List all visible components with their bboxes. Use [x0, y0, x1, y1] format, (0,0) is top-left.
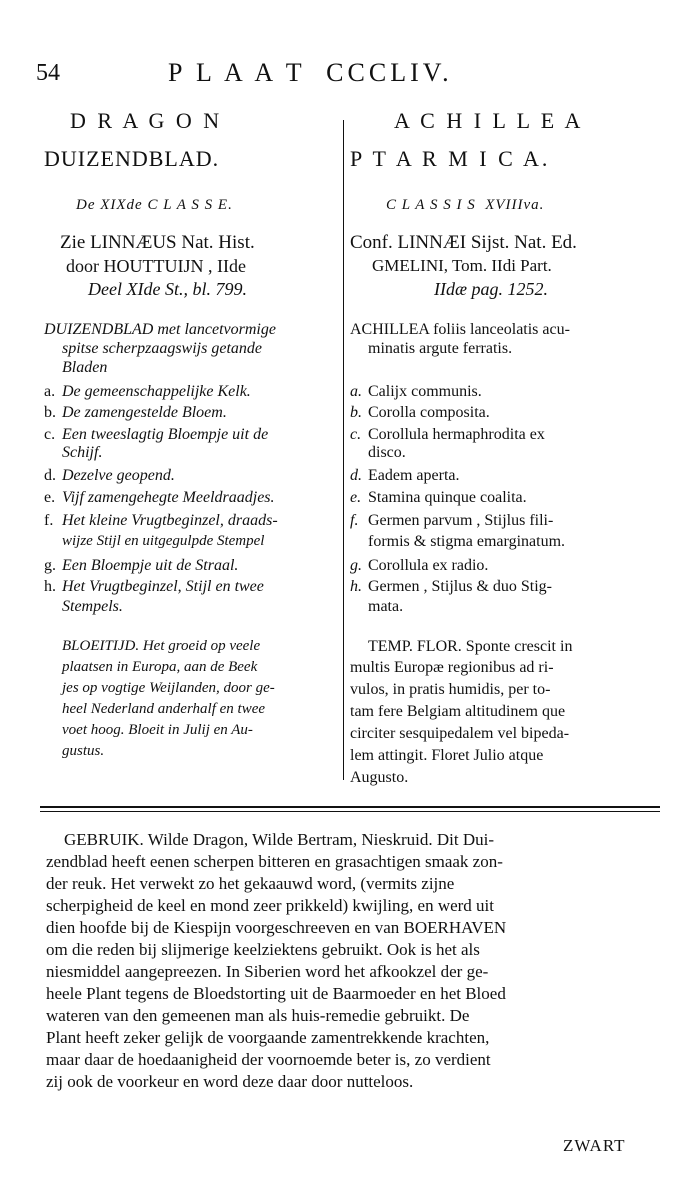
- left-description-line-3: Bladen: [62, 359, 108, 376]
- right-item-d: Eadem aperta.: [368, 467, 460, 484]
- bloeitijd-line-5: voet hoog. Bloeit in Julij en Au-: [62, 722, 253, 738]
- right-item-g: Corollula ex radio.: [368, 557, 489, 574]
- right-item-label-f: f.: [350, 512, 359, 529]
- right-item-a: Calijx communis.: [368, 383, 482, 400]
- left-item-f-line-2: wijze Stijl en uitgegulpde Stempel: [62, 533, 265, 549]
- right-ref-line-2: GMELINI, Tom. IIdi Part.: [372, 256, 552, 275]
- left-item-g: Een Bloempje uit de Straal.: [62, 557, 239, 574]
- left-item-c-line-1: Een tweeslagtig Bloempje uit de: [62, 426, 269, 443]
- right-title-species: P T A R M I C A.: [350, 146, 551, 171]
- left-item-label-g: g.: [44, 557, 56, 574]
- left-classe: De XIXde C L A S S E.: [76, 197, 233, 213]
- gebruik-line-9: wateren van den gemeenen man als huis-remedie gebruikt. De: [46, 1006, 470, 1025]
- left-ref-line-1: Zie LINNÆUS Nat. Hist.: [60, 232, 255, 253]
- right-title-genus: A C H I L L E A: [394, 108, 584, 133]
- left-item-label-d: d.: [44, 467, 56, 484]
- right-item-label-h: h.: [350, 578, 362, 595]
- left-item-d: Dezelve geopend.: [62, 467, 175, 484]
- gebruik-line-3: der reuk. Het verwekt zo het gekaauwd word, (vermits zijne: [46, 874, 455, 893]
- catchword: ZWART: [563, 1136, 626, 1155]
- right-classis: C L A S S I S XVIIIva.: [386, 197, 545, 213]
- gebruik-line-5: dien hoofde bij de Kiespijn voorgeschreeven en van BOERHAVEN: [46, 918, 507, 937]
- right-item-f-line-1: Germen parvum , Stijlus fili-: [368, 512, 554, 529]
- left-item-e: Vijf zamengehegte Meeldraadjes.: [62, 489, 275, 506]
- right-item-f-line-2: formis & stigma emarginatum.: [368, 533, 566, 550]
- left-ref-line-3: Deel XIde St., bl. 799.: [88, 279, 247, 299]
- temp-flor-line-7: Augusto.: [350, 769, 409, 786]
- right-item-c-line-2: disco.: [368, 444, 406, 461]
- plate-heading: P L A A T CCCLIV.: [168, 58, 453, 87]
- section-rule-bottom: [40, 811, 660, 812]
- gebruik-line-6: om die reden bij slijmerige keelziektens gebruikt. Ook is het als: [46, 940, 480, 959]
- temp-flor-line-4: tam fere Belgiam altitudinem que: [350, 703, 566, 720]
- temp-flor-line-6: lem attingit. Floret Julio atque: [350, 747, 544, 764]
- left-item-b: De zamengestelde Bloem.: [62, 404, 227, 421]
- right-description-line-1: ACHILLEA foliis lanceolatis acu-: [350, 321, 570, 338]
- left-item-c-line-2: Schijf.: [62, 444, 103, 461]
- bloeitijd-line-2: plaatsen in Europa, aan de Beek: [62, 659, 258, 675]
- right-item-b: Corolla composita.: [368, 404, 490, 421]
- right-item-label-e: e.: [350, 489, 362, 506]
- left-ref-line-2: door HOUTTUIJN , IIde: [66, 256, 246, 276]
- page-number: 54: [36, 60, 60, 86]
- right-ref-line-1: Conf. LINNÆI Sijst. Nat. Ed.: [350, 232, 577, 253]
- left-description-line-1: DUIZENDBLAD met lancetvormige: [44, 321, 276, 338]
- section-rule-top: [40, 806, 660, 808]
- right-item-c-line-1: Corollula hermaphrodita ex: [368, 426, 545, 443]
- gebruik-line-4: scherpigheid de keel en mond zeer prikkeld) kwijling, en werd uit: [46, 896, 494, 915]
- left-item-h-line-2: Stempels.: [62, 598, 123, 615]
- right-item-h-line-1: Germen , Stijlus & duo Stig-: [368, 578, 552, 595]
- gebruik-line-2: zendblad heeft eenen scherpen bitteren en grasachtigen smaak zon-: [46, 852, 503, 871]
- left-description-line-2: spitse scherpzaagswijs getande: [62, 340, 262, 357]
- left-item-label-a: a.: [44, 383, 56, 400]
- right-item-label-c: c.: [350, 426, 362, 443]
- right-item-label-b: b.: [350, 404, 362, 421]
- temp-flor-line-2: multis Europæ regionibus ad ri-: [350, 659, 554, 676]
- bloeitijd-line-4: heel Nederland anderhalf en twee: [62, 701, 266, 717]
- right-item-h-line-2: mata.: [368, 598, 404, 615]
- gebruik-line-8: heele Plant tegens de Bloedstorting uit de Baarmoeder en het Bloed: [46, 984, 506, 1003]
- bloeitijd-line-6: gustus.: [62, 743, 105, 759]
- left-item-f-line-1: Het kleine Vrugtbeginzel, draads-: [62, 512, 278, 529]
- left-item-h-line-1: Het Vrugtbeginzel, Stijl en twee: [62, 578, 264, 595]
- bloeitijd-line-3: jes op vogtige Weijlanden, door ge-: [62, 680, 275, 696]
- left-item-label-h: h.: [44, 578, 56, 595]
- gebruik-line-7: niesmiddel aangepreezen. In Siberien word het afkookzel der ge-: [46, 962, 489, 981]
- right-ref-line-3: IIdæ pag. 1252.: [434, 279, 548, 299]
- temp-flor-line-1: TEMP. FLOR. Sponte crescit in: [368, 638, 573, 655]
- right-description-line-2: minatis argute ferratis.: [368, 340, 513, 357]
- left-item-label-b: b.: [44, 404, 56, 421]
- temp-flor-line-3: vulos, in pratis humidis, per to-: [350, 681, 551, 698]
- right-item-label-a: a.: [350, 383, 362, 400]
- gebruik-line-1: GEBRUIK. Wilde Dragon, Wilde Bertram, Nieskruid. Dit Dui-: [64, 830, 495, 849]
- left-title-genus: D R A G O N: [70, 108, 223, 133]
- left-title-species: DUIZENDBLAD.: [44, 146, 220, 171]
- gebruik-line-12: zij ook de voorkeur en word deze daar door nutteloos.: [46, 1072, 414, 1091]
- right-item-label-g: g.: [350, 557, 362, 574]
- column-divider: [343, 120, 344, 780]
- gebruik-line-10: Plant heeft zeker gelijk de voorgaande zamentrekkende krachten,: [46, 1028, 490, 1047]
- gebruik-line-11: maar daar de hoedaanigheid der voornoemde beter is, zo verdient: [46, 1050, 491, 1069]
- left-item-label-c: c.: [44, 426, 56, 443]
- right-item-label-d: d.: [350, 467, 362, 484]
- left-item-label-e: e.: [44, 489, 56, 506]
- left-item-label-f: f.: [44, 512, 54, 529]
- left-item-a: De gemeenschappelijke Kelk.: [62, 383, 251, 400]
- bloeitijd-line-1: BLOEITIJD. Het groeid op veele: [62, 638, 261, 654]
- temp-flor-line-5: circiter sesquipedalem vel bipeda-: [350, 725, 570, 742]
- right-item-e: Stamina quinque coalita.: [368, 489, 527, 506]
